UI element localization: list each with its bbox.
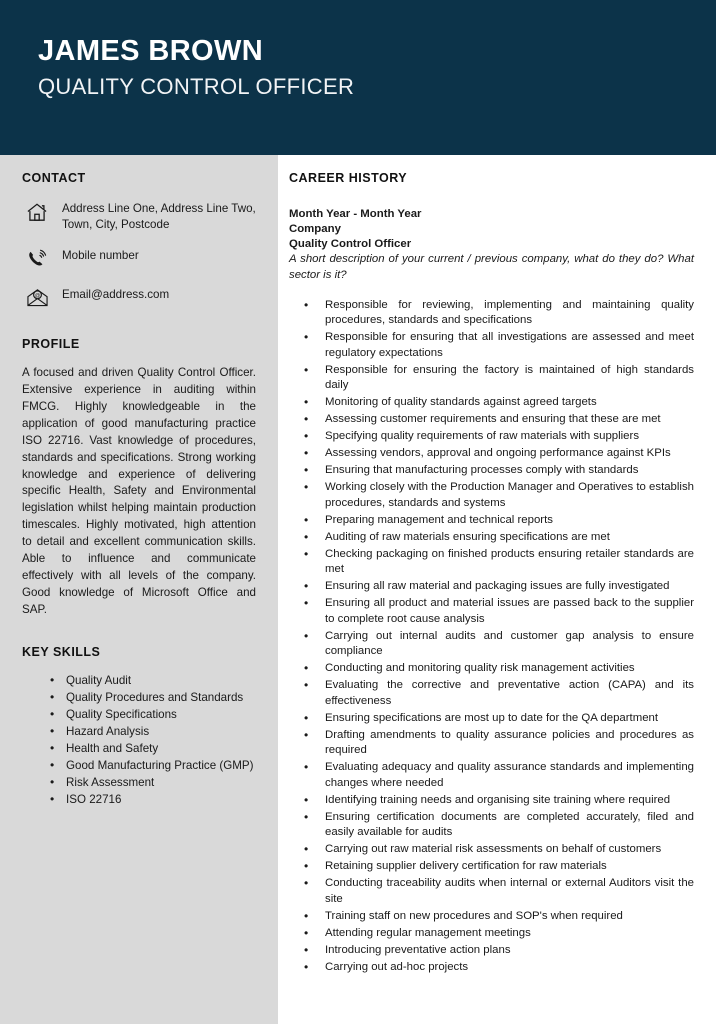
job-duty-item: • Specifying quality requirements of raw materials with suppliers [289, 429, 694, 445]
job-duty-item: • Auditing of raw materials ensuring specifications are met [289, 530, 694, 546]
job-duty-item: • Conducting traceability audits when internal or external Auditors visit the site [289, 876, 694, 907]
career-history-heading: CAREER HISTORY [289, 171, 408, 185]
job-duty-item: • Introducing preventative action plans [289, 943, 694, 959]
job-role: Quality Control Officer [289, 238, 412, 251]
job-entry [289, 207, 694, 975]
key-skill-item: • Hazard Analysis [22, 724, 256, 740]
job-dates: Month Year - Month Year [289, 208, 422, 220]
job-duty-item: • Attending regular management meetings [289, 926, 694, 942]
job-duties-list [289, 298, 694, 976]
contact-email-text: Email@address.com [62, 287, 170, 301]
email-icon [22, 285, 52, 311]
job-duty-item: • Evaluating the corrective and preventative action (CAPA) and its effectiveness [289, 678, 694, 709]
contact-phone-text: Mobile number [62, 248, 139, 262]
contact-row-phone [22, 246, 256, 272]
key-skill-item: • Health and Safety [22, 741, 256, 757]
candidate-job-title: QUALITY CONTROL OFFICER [38, 73, 355, 99]
job-duty-item: • Training staff on new procedures and SOP's when required [289, 909, 694, 925]
contact-heading: CONTACT [22, 171, 86, 185]
key-skill-item: • Quality Procedures and Standards [22, 690, 256, 706]
job-duty-item: • Ensuring certification documents are completed accurately, filed and easily available for audits [289, 810, 694, 841]
body-columns [0, 155, 724, 1024]
job-duty-item: • Assessing vendors, approval and ongoing performance against KPIs [289, 446, 694, 462]
contact-row-email [22, 285, 256, 311]
job-duty-item: • Monitoring of quality standards against agreed targets [289, 395, 694, 411]
job-duty-item: • Responsible for reviewing, implementing and maintaining quality procedures, standards and specifications [289, 298, 694, 329]
contact-row-address [22, 199, 256, 233]
job-duty-item: • Working closely with the Production Manager and Operatives to establish procedures, standards and systems [289, 480, 694, 511]
job-duty-item: • Preparing management and technical reports [289, 513, 694, 529]
sidebar [0, 155, 278, 1024]
header-banner [0, 0, 716, 155]
key-skill-item: • ISO 22716 [22, 792, 256, 808]
profile-heading: PROFILE [22, 336, 80, 351]
job-duty-item: • Retaining supplier delivery certification for raw materials [289, 859, 694, 875]
phone-icon [22, 246, 52, 272]
job-description: A short description of your current / previous company, what do they do? What sector is it? [289, 253, 694, 282]
job-duty-item: • Ensuring all product and material issues are passed back to the supplier to complete root cause analysis [289, 596, 694, 627]
profile-section [22, 337, 256, 619]
key-skills-section [22, 645, 256, 808]
home-icon [22, 199, 52, 225]
key-skill-item: • Risk Assessment [22, 775, 256, 791]
key-skill-item: • Quality Audit [22, 673, 256, 689]
job-duty-item: • Evaluating adequacy and quality assurance standards and implementing changes where needed [289, 760, 694, 791]
job-duty-item: • Carrying out ad-hoc projects [289, 960, 694, 976]
key-skills-heading: KEY SKILLS [22, 644, 101, 659]
svg-text:@: @ [34, 292, 41, 299]
job-duty-item: • Identifying training needs and organising site training where required [289, 793, 694, 809]
contact-address-text: Address Line One, Address Line Two, Town, City, Postcode [62, 202, 256, 231]
job-company: Company [289, 223, 341, 236]
candidate-name: JAMES BROWN [38, 35, 264, 67]
job-duty-item: • Conducting and monitoring quality risk management activities [289, 661, 694, 677]
job-duty-item: • Responsible for ensuring the factory is maintained of high standards daily [289, 363, 694, 394]
key-skill-item: • Quality Specifications [22, 707, 256, 723]
job-duty-item: • Drafting amendments to quality assurance policies and procedures as required [289, 728, 694, 759]
job-duty-item: • Ensuring specifications are most up to date for the QA department [289, 711, 694, 727]
job-duty-item: • Carrying out raw material risk assessments on behalf of customers [289, 842, 694, 858]
job-duty-item: • Assessing customer requirements and ensuring that these are met [289, 412, 694, 428]
job-duty-item: • Carrying out internal audits and customer gap analysis to ensure compliance [289, 629, 694, 660]
job-duty-item: • Checking packaging on finished products ensuring retailer standards are met [289, 547, 694, 578]
main-column [278, 155, 724, 1024]
profile-text: A focused and driven Quality Control Officer. Extensive experience in auditing within FMCG. Highly knowledgeable in the application of good manufacturing practice ISO 22716. Vast knowledge of procedures, standards and specifications. Strong working knowledge and experience of delivering specific Health, Safety and Environmental legislation whilst helping maintain production timescales. Highly motivated, high attention to detail and excellent communication skills. Able to influence and communicate effectively with all levels of the company. Good knowledge of Microsoft Office and SAP. [22, 365, 256, 616]
job-duty-item: • Ensuring all raw material and packaging issues are fully investigated [289, 579, 694, 595]
key-skill-item: • Good Manufacturing Practice (GMP) [22, 758, 256, 774]
job-duty-item: • Responsible for ensuring that all investigations are assessed and meet regulatory expectations [289, 330, 694, 361]
job-duty-item: • Ensuring that manufacturing processes comply with standards [289, 463, 694, 479]
key-skills-list [22, 673, 256, 808]
contact-section [22, 171, 256, 311]
